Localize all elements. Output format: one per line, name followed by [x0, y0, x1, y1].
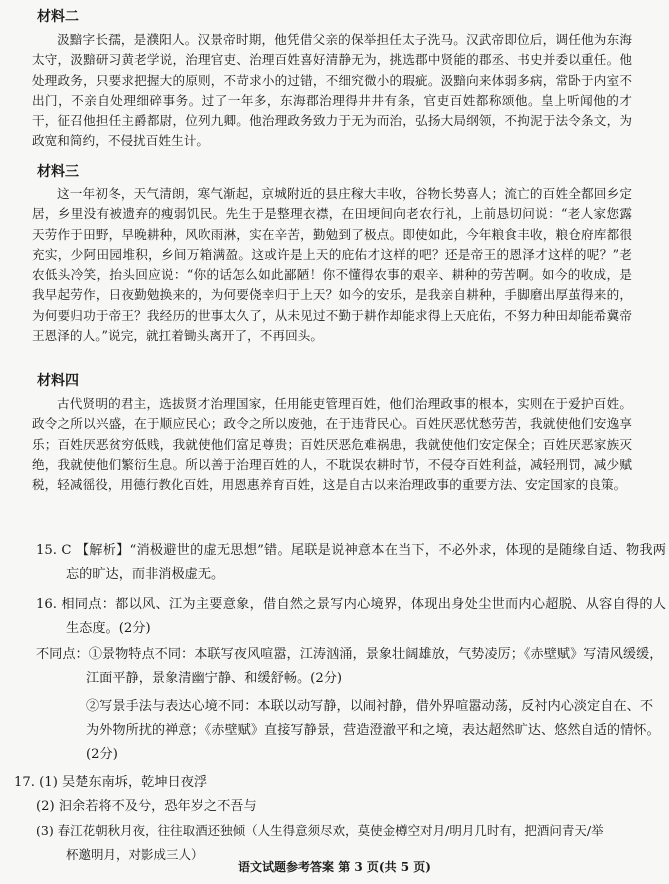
answer-16-same: 16. 相同点：都以风、江为主要意象，借自然之景写内心境界，体现出身处尘世而内心超脱、从容自得的人生态度。(2分)	[36, 597, 666, 636]
answer-16-diff-2a: ②写景手法与表达心境不同：本联以动写静，以闹衬静，借外界喧嚣动荡，反衬内心淡定自在、不	[86, 699, 654, 714]
page-footer: 语文试题参考答案 第 3 页(共 5 页)	[238, 860, 431, 874]
material-2-title: 材料二	[37, 9, 79, 25]
answer-17-3a: (3) 春江花朝秋月夜，往往取酒还独倾（人生得意须尽欢，莫使金樽空对月/明月几时有，把酒问青天/举	[36, 823, 604, 838]
material-2-text: 汲黯字长孺，是濮阳人。汉景帝时期，他凭借父亲的保举担任太子洗马。汉武帝即位后，调任他为东海太守，汲黯研习黄老学说，治理官吏、治理百姓喜好清静无为，挑选郡中贤能的郡丞、书史并委以重任。他处理政务，只要求把握大的原则，不苛求小的过错，不细究微小的瑕疵。汲黯向来体弱多病，常卧于内室不出门，不亲自处理细碎事务。过了一年多，东海郡治理得井井有条，官吏百姓都称颂他。皇上听闻他的才干，征召他担任主爵都尉，位列九卿。他治理政务致力于无为而治，弘扬大局纲领，不拘泥于法令条文，为政宽和简约，不侵扰百姓生计。	[32, 32, 632, 149]
answer-17-2: (2) 汩余若将不及兮，恐年岁之不吾与	[36, 799, 257, 814]
answer-16-diff-2c: (2分)	[86, 747, 118, 762]
material-4-title: 材料四	[37, 373, 79, 389]
answer-16-diff-1a: 不同点：①景物特点不同：本联写夜风喧嚣，江涛汹涌，景象壮阔雄放，气势凌厉；《赤壁赋》写清风缓缓，	[36, 647, 663, 662]
answer-15: 15. C 【解析】“消极避世的虚无思想”错。尾联是说神意本在当下，不必外求，体现的是随缘自适、物我两忘的旷达，而非消极虚无。	[36, 543, 666, 582]
material-3-text: 这一年初冬，天气清朗，寒气渐起，京城附近的县庄稼大丰收，谷物长势喜人；流亡的百姓全都回乡定居，乡里没有被遗弃的瘦弱饥民。先生于是整理衣襟，在田埂间向老农行礼，上前恳切问说：“老人家您露天劳作于田野，早晚耕种，风吹雨淋，实在辛苦，勤勉到了极点。即使如此，今年粮食丰收，粮仓府库都很充实，少阿田园堆积，乡间万箱满盈。这或许是上天的庇佑才这样的吧？还是帝王的恩泽才这样的呢？”老农低头冷笑，抬头回应说：“你的话怎么如此鄙陋！你不懂得农事的艰辛、耕种的劳苦啊。如今的收成，是我早起劳作，日夜勤勉换来的，为何要侥幸归于上天？如今的安乐，是我亲自耕种，手脚磨出厚茧得来的，为何要归功于帝王？我经历的世事太久了，从未见过不勤于耕作却能求得上天庇佑，不努力种田却能希冀帝王恩泽的人。”说完，就扛着锄头离开了，不再回头。	[32, 186, 632, 344]
answer-16-diff-2b: 为外物所扰的禅意；《赤壁赋》直接写静景，营造澄澈平和之境，表达超然旷达、悠然自适的情怀。	[86, 723, 660, 738]
material-3-title: 材料三	[37, 164, 79, 180]
answer-17-3b: 杯邀明月，对影成三人）	[66, 847, 204, 862]
answer-17-1: 17. (1) 吴楚东南坼，乾坤日夜浮	[14, 775, 208, 790]
answer-16-diff-1b: 江面平静，景象清幽宁静、和缓舒畅。(2分)	[86, 671, 343, 686]
material-4-text: 古代贤明的君主，选拔贤才治理国家，任用能吏管理百姓，他们治理政事的根本，实则在于爱护百姓。政令之所以兴盛，在于顺应民心；政令之所以废弛，在于违背民心。百姓厌恶忧愁劳苦，我就使他们安逸享乐；百姓厌恶贫穷低贱，我就使他们富足尊贵；百姓厌恶危难祸患，我就使他们安定保全；百姓厌恶家族灭绝，我就使他们繁衍生息。所以善于治理百姓的人，不耽误农耕时节，不侵夺百姓利益，减轻刑罚，减少赋税，轻减徭役，用德行教化百姓，用恩惠养育百姓，这是自古以来治理政事的重要方法、安定国家的良策。	[32, 396, 632, 493]
